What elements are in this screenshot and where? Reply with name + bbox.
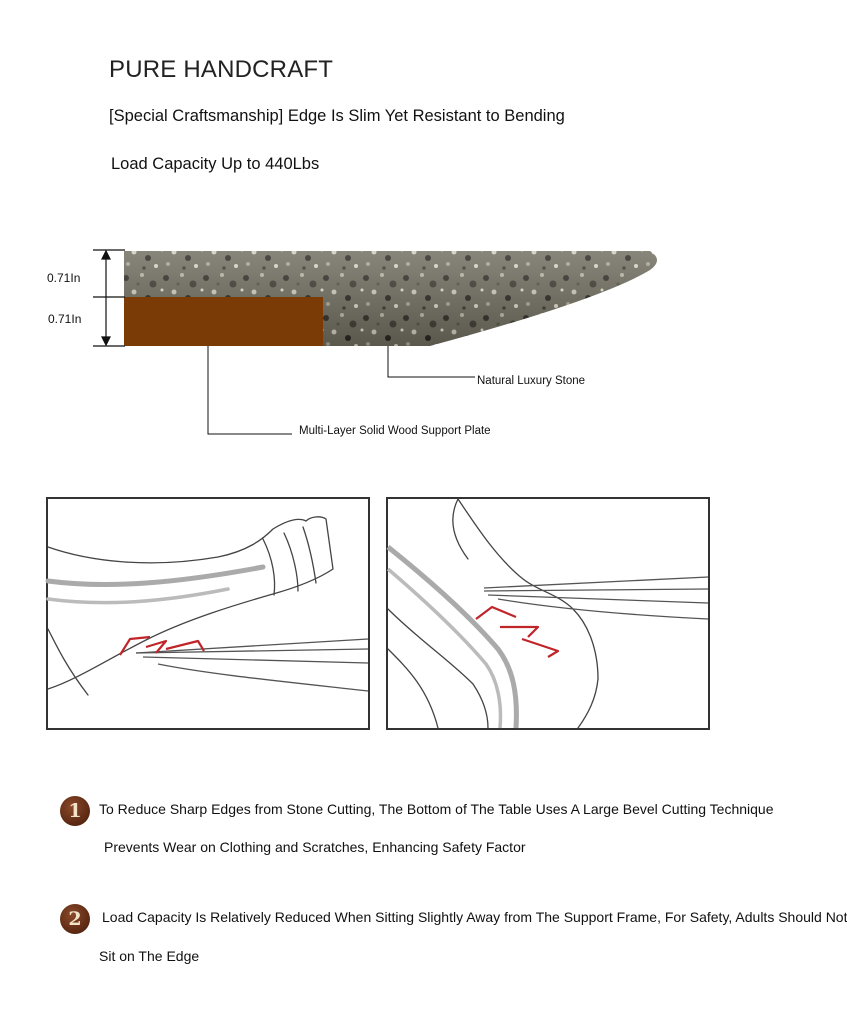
cross-section-diagram xyxy=(0,230,750,460)
craftsmanship-subtitle: [Special Craftsmanship] Edge Is Slim Yet Resistant to Bending xyxy=(109,107,565,125)
note-2-line-1: Load Capacity Is Relatively Reduced When Sitting Slightly Away from The Support Frame, For Safety, Adults Should Not xyxy=(102,909,847,925)
note-2-badge: 2 xyxy=(60,904,90,934)
page-title: PURE HANDCRAFT xyxy=(109,56,334,83)
note-1-badge: 1 xyxy=(60,796,90,826)
load-capacity-text: Load Capacity Up to 440Lbs xyxy=(111,155,320,173)
knee-edge-illustration xyxy=(386,497,710,730)
wood-support-plate xyxy=(124,297,323,346)
stone-callout: Natural Luxury Stone xyxy=(477,375,586,387)
dim-bottom-label: 0.71In xyxy=(48,312,82,326)
note-2-line-2: Sit on The Edge xyxy=(99,948,200,964)
note-1-line-2: Prevents Wear on Clothing and Scratches, Enhancing Safety Factor xyxy=(104,839,526,855)
callout-leaders xyxy=(208,346,475,434)
note-1-line-1: To Reduce Sharp Edges from Stone Cutting, The Bottom of The Table Uses A Large Bevel Cutting Technique xyxy=(99,801,774,817)
wood-callout: Multi-Layer Solid Wood Support Plate xyxy=(299,425,491,437)
dimension-markers xyxy=(93,250,125,346)
dim-top-label: 0.71In xyxy=(47,271,81,285)
sitting-forearm-illustration xyxy=(46,497,370,730)
